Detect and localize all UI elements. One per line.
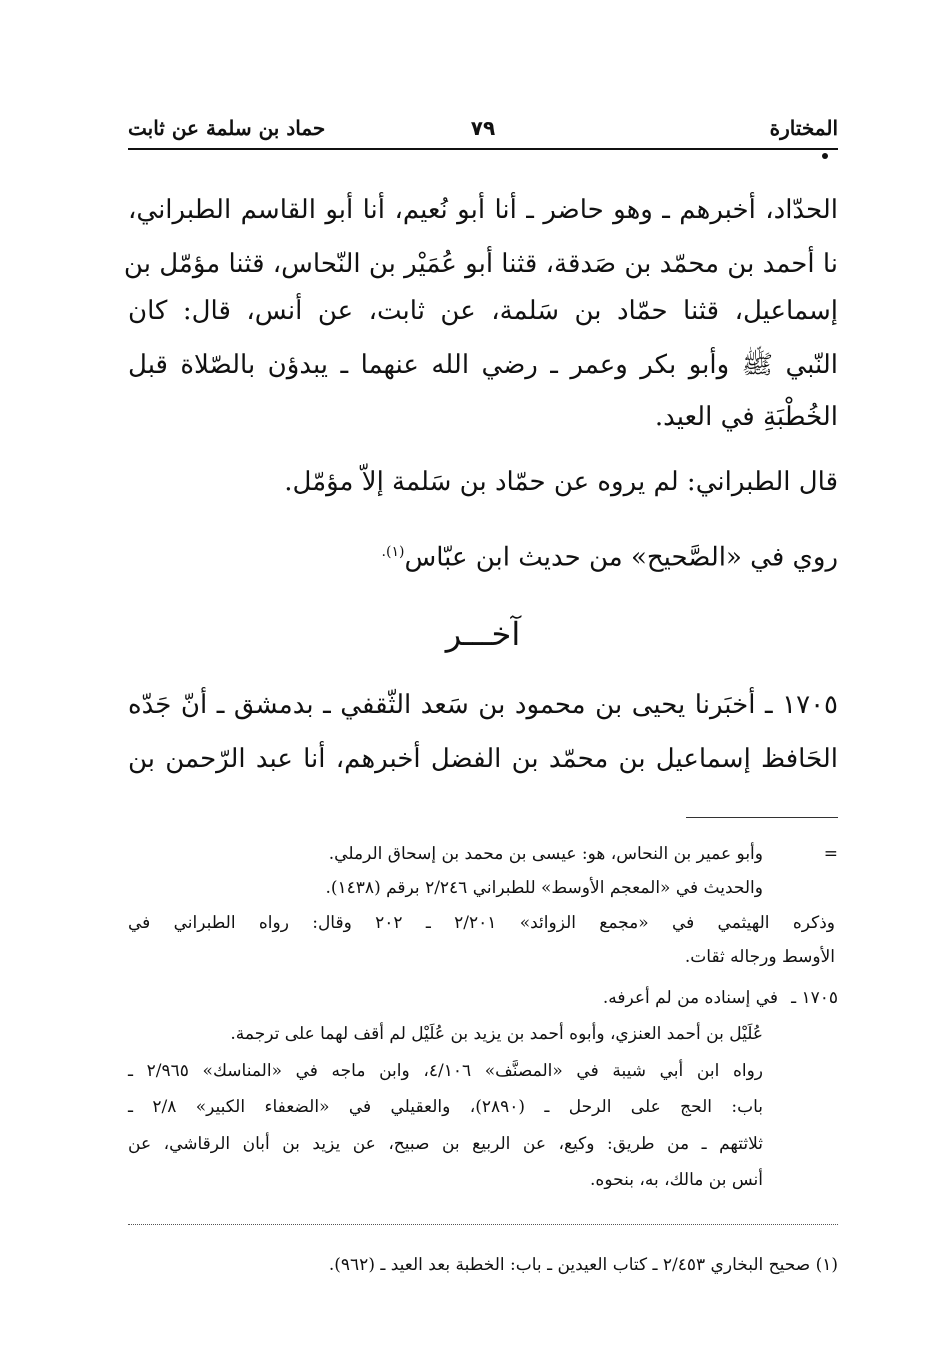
section-title: آخـــر [445, 615, 521, 653]
footnote-text: رواه ابن أبي شيبة في «المصنَّف» ٤/١٠٦، وابن ماجه في «المناسك» ٢/٩٦٥ ـ [128, 1061, 763, 1081]
header-rule [128, 148, 838, 150]
footnote-ref: (١). [381, 544, 405, 560]
page-header [128, 108, 838, 148]
footnote-separator [128, 1224, 838, 1225]
main-text-line: الحدّاد، أخبرهم ـ وهو حاضر ـ أنا أبو نُعيم، أنا أبو القاسم الطبراني، [128, 195, 838, 225]
footnote-text: الأوسط ورجاله ثقات. [684, 947, 835, 967]
continuation-marker: = [823, 844, 838, 864]
main-text-line: نا أحمد بن محمّد بن صَدقة، قثنا أبو عُمَيْر بن النّحاس، قثنا مؤمّل بن [123, 249, 838, 279]
footnote-text: والحديث في «المعجم الأوسط» للطبراني ٢/٢٤٦ برقم (١٤٣٨). [325, 878, 763, 898]
main-text-line: إسماعيل، قثنا حمّاد بن سَلمة، عن ثابت، عن أنس، قال: كان [128, 296, 838, 326]
footnote-text: وأبو عمير بن النحاس، هو: عيسى بن محمد بن إسحاق الرملي. [328, 844, 763, 864]
footnote-rule [686, 817, 838, 818]
footnote-text: ثلاثتهم ـ من طريق: وكيع، عن الربيع بن صبيح، عن يزيد بن أبان الرقاشي، عن [128, 1134, 763, 1154]
footnote-text: عُلَيْل بن أحمد العنزي، وأبوه أحمد بن يزيد بن عُلَيْل لم أقف لهما على ترجمة. [230, 1024, 763, 1044]
sahih-note [382, 537, 838, 573]
book-title: المختارة [769, 116, 838, 140]
chapter-title: حماد بن سلمة عن ثابت [128, 116, 326, 140]
bottom-footnote: (١) صحيح البخاري ٢/٤٥٣ ـ كتاب العيدين ـ باب: الخطبة بعد العيد ـ (٩٦٢). [328, 1255, 838, 1275]
footnote-1705-marker: ١٧٠٥ ـ [791, 988, 838, 1008]
tabarani-note: قال الطبراني: لم يروه عن حمّاد بن سَلمة إلاّ مؤمّل. [284, 467, 838, 497]
footnote-text: باب: الحج على الرحل ـ (٢٨٩٠)، والعقيلي في «الضعفاء الكبير» ٢/٨ ـ [128, 1097, 763, 1117]
main-text-line: الخُطْبَةِ في العيد. [654, 402, 838, 432]
footnote-text: في إسناده من لم أعرفه. [602, 988, 778, 1008]
header-dot [822, 153, 828, 159]
hadith-1705-line: ١٧٠٥ ـ أخبَرنا يحيى بن محمود بن سَعد الثّقفي ـ بدمشق ـ أنّ جَدّه [128, 690, 838, 720]
main-text-line: النّبي ﷺ وأبو بكر وعمر ـ رضي الله عنهما ـ يبدؤن بالصّلاة قبل [128, 350, 838, 380]
footnote-text: أنس بن مالك، به، بنحوه. [590, 1170, 763, 1190]
hadith-1705-line: الحَافظ إسماعيل بن محمّد بن الفضل أخبرهم، أنا عبد الرّحمن بن [128, 744, 838, 774]
footnote-text: وذكره الهيثمي في «مجمع الزوائد» ٢/٢٠١ ـ ٢٠٢ وقال: رواه الطبراني في [128, 913, 835, 933]
page-number: ٧٩ [470, 116, 496, 140]
sahih-note-text: روي في «الصَّحيح» من حديث ابن عبّاس [404, 542, 838, 573]
